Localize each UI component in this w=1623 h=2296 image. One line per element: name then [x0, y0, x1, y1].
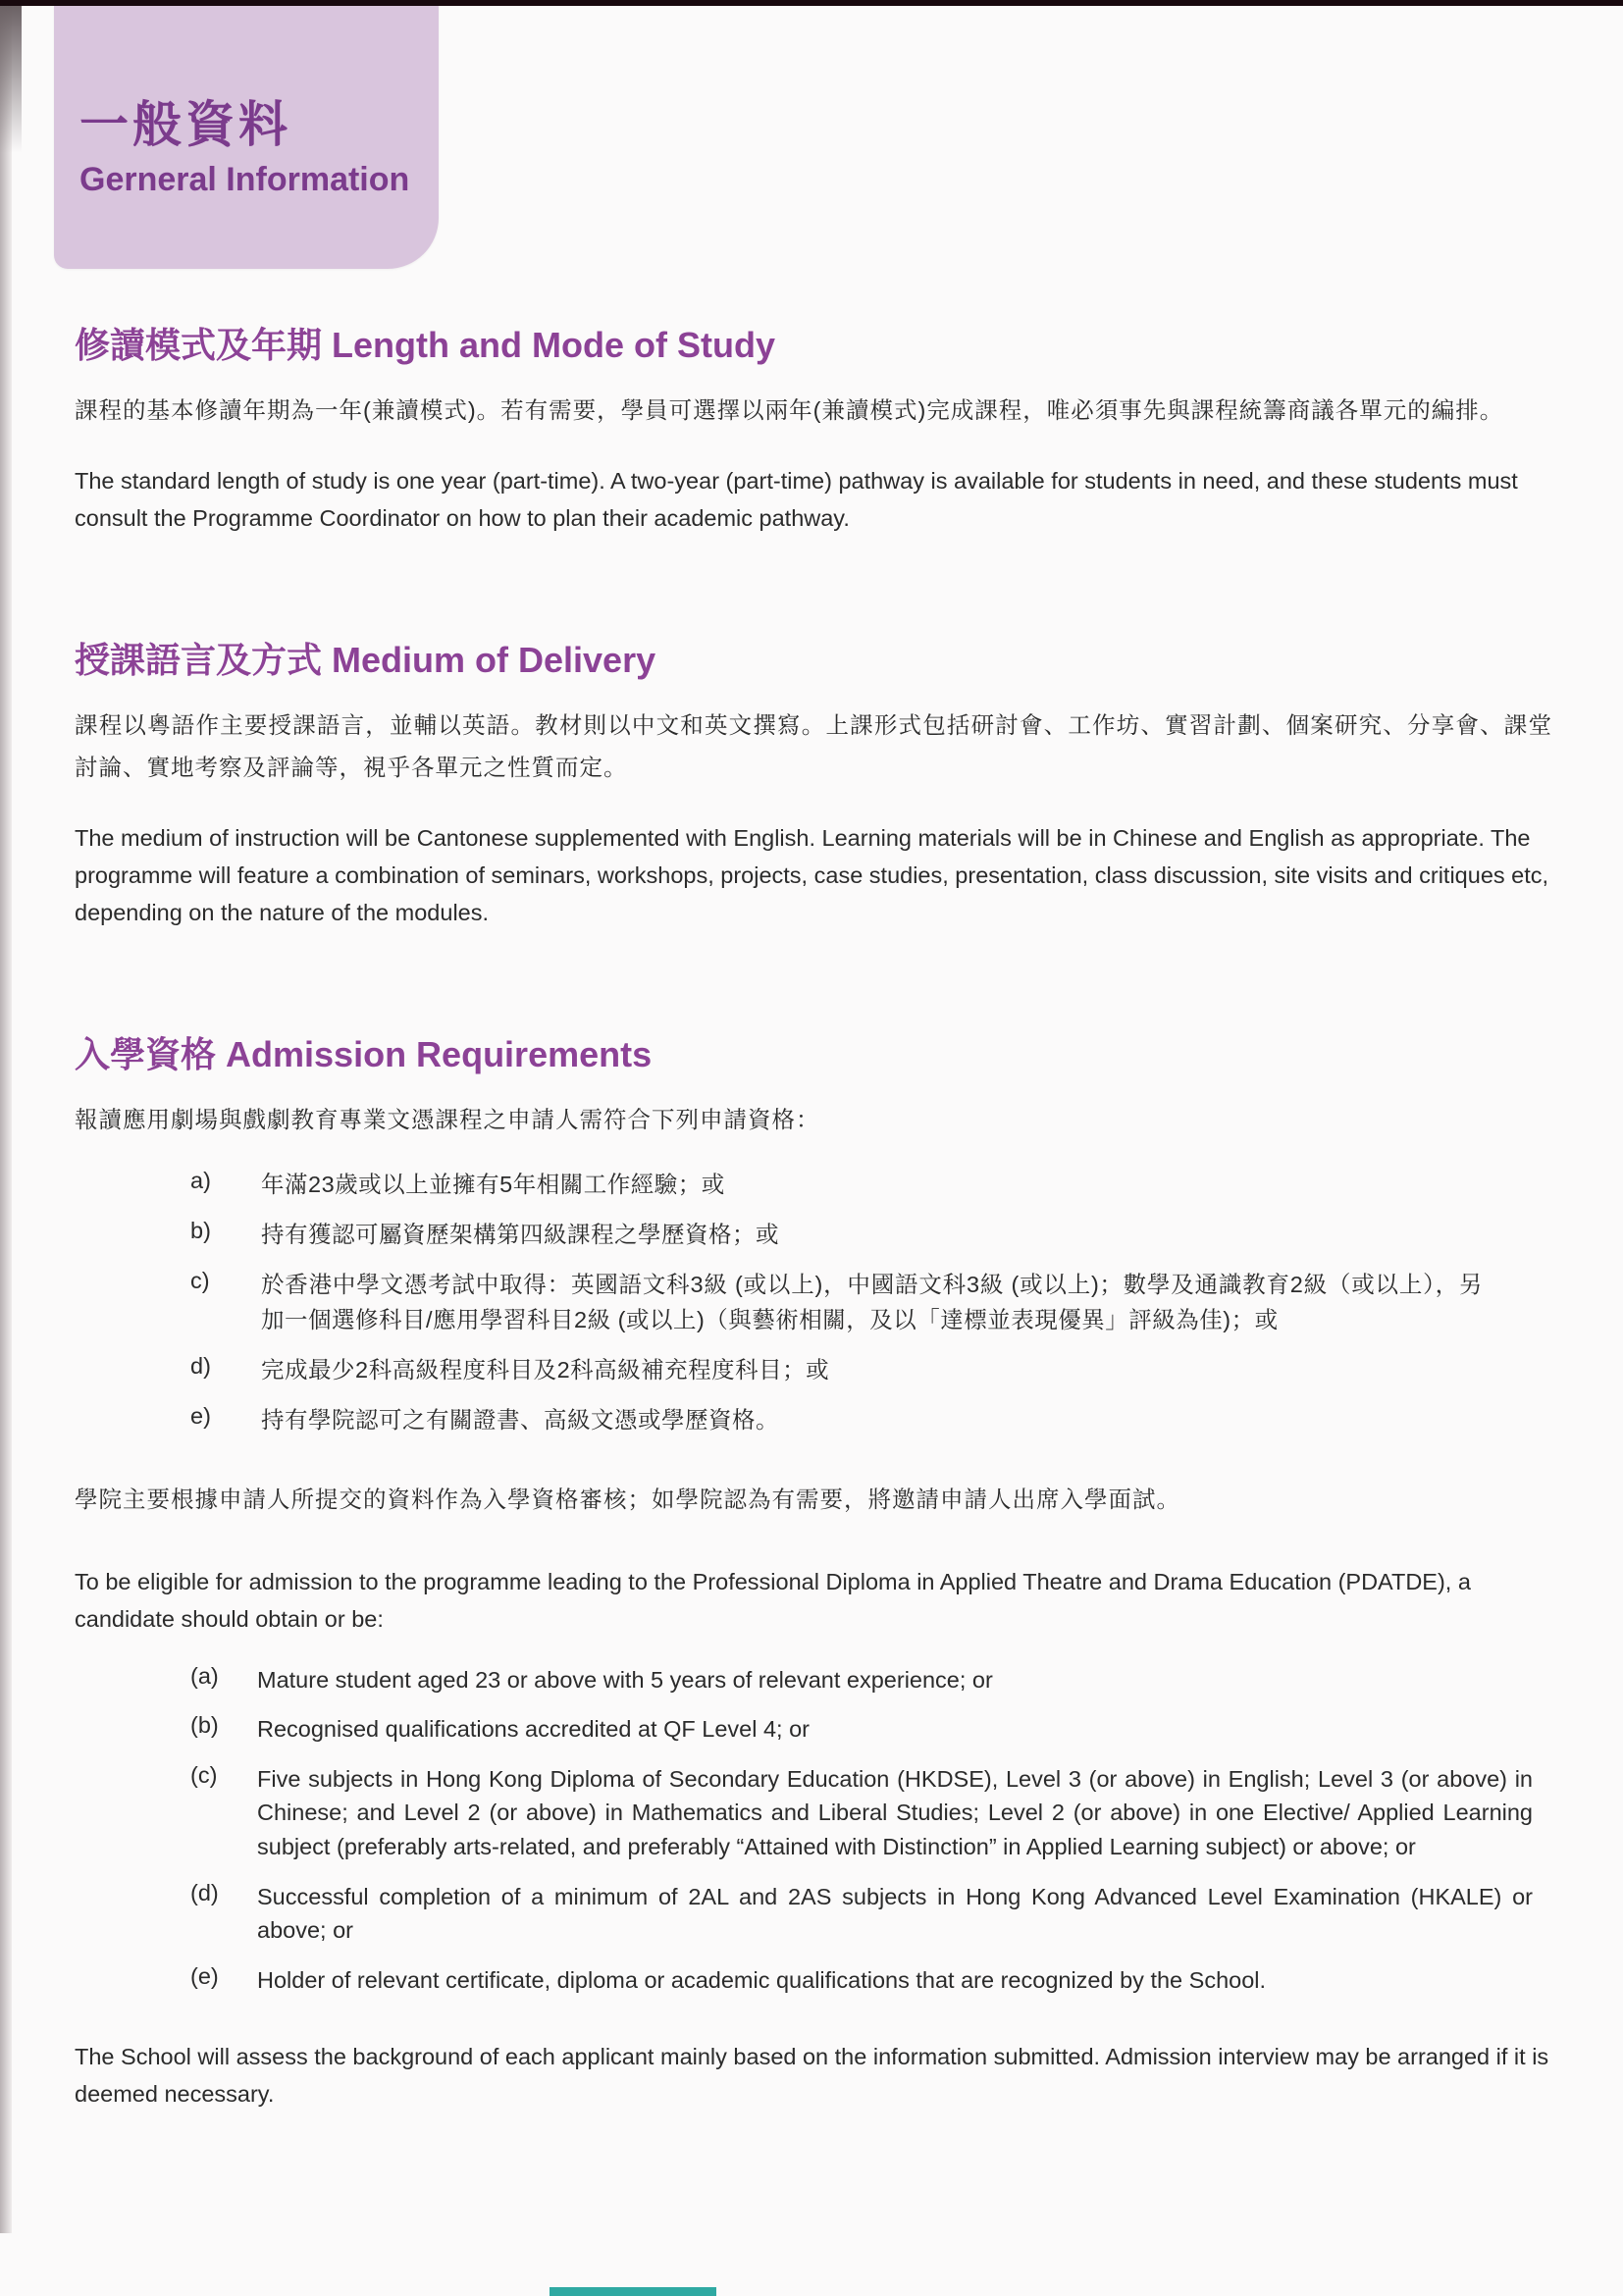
- list-item-label: b): [190, 1218, 211, 1243]
- list-item-text: Recognised qualifications accredited at QF Level 4; or: [257, 1716, 811, 1743]
- section-heading-zh: 授課語言及方式: [75, 639, 323, 680]
- admission-note-chinese: 學院主要根據申請人所提交的資料作為入學資格審核；如學院認為有需要，將邀請申請人出席入學面試。: [75, 1487, 1180, 1513]
- page-title-chinese: 一般資料: [79, 97, 291, 152]
- list-item-label: c): [190, 1268, 210, 1294]
- list-item: [190, 1403, 1552, 1437]
- list-item: [190, 1663, 1552, 1697]
- list-item: [190, 1268, 1552, 1337]
- list-item-text: Successful completion of a minimum of 2AL and 2AS subjects in Hong Kong Advanced Level Examination (HKALE) or above; or: [257, 1883, 1533, 1944]
- section-heading-zh: 修讀模式及年期: [75, 325, 323, 365]
- list-item-text: 持有獲認可屬資歷架構第四級課程之學歷資格；或: [261, 1222, 779, 1247]
- section-heading-en: Admission Requirements: [226, 1034, 653, 1075]
- list-item-text: 年滿23歲或以上並擁有5年相關工作經驗；或: [261, 1171, 725, 1197]
- section-heading: [75, 639, 1552, 681]
- admission-intro-chinese: 報讀應用劇場與戲劇教育專業文憑課程之申請人需符合下列申請資格：: [75, 1107, 820, 1133]
- admission-requirements-list-english: [190, 1663, 1552, 1997]
- paragraph-chinese: 課程的基本修讀年期為一年(兼讀模式)。若有需要，學員可選擇以兩年(兼讀模式)完成課程，唯必須事先與課程統籌商議各單元的編排。: [75, 397, 1504, 424]
- section-heading-en: Medium of Delivery: [332, 639, 656, 680]
- list-item-text: 完成最少2科高級程度科目及2科高級補充程度科目；或: [261, 1356, 830, 1383]
- list-item-label: (d): [190, 1879, 219, 1905]
- section-length-and-mode-of-study: [75, 324, 1552, 537]
- list-item-label: (e): [190, 1962, 219, 1989]
- list-item: [190, 1712, 1552, 1747]
- section-heading-zh: 入學資格: [75, 1034, 217, 1075]
- admission-requirements-list-chinese: [190, 1168, 1552, 1438]
- bottom-teal-strip: [550, 2287, 716, 2296]
- section-admission-requirements: [75, 1033, 1552, 2113]
- section-heading: [75, 324, 1552, 366]
- list-item-label: a): [190, 1167, 211, 1193]
- section-heading: [75, 1033, 1552, 1075]
- section-medium-of-delivery: [75, 639, 1552, 931]
- paragraph-english: The standard length of study is one year (part-time). A two-year (part-time) pathway is available for students in need, and these students must consult the Programme Coordinator on how to plan their academic pathway.: [75, 467, 1518, 531]
- paragraph-english: The medium of instruction will be Cantonese supplemented with English. Learning materials will be in Chinese and English as appropriate. The programme will feature a combination of seminars, workshops, projects, case studies, presentation, class discussion, site visits and critiques etc, depending on the nature of the modules.: [75, 824, 1549, 926]
- list-item-label: (b): [190, 1712, 219, 1739]
- list-item: [190, 1762, 1552, 1864]
- paragraph-chinese: 課程以粵語作主要授課語言，並輔以英語。教材則以中文和英文撰寫。上課形式包括研討會、工作坊、實習計劃、個案研究、分享會、課堂討論、實地考察及評論等，視乎各單元之性質而定。: [75, 711, 1552, 781]
- list-item: [190, 1218, 1552, 1252]
- list-item: [190, 1168, 1552, 1202]
- page-title-english: Gerneral Information: [79, 161, 410, 198]
- list-item-label: (c): [190, 1761, 218, 1788]
- list-item: [190, 1353, 1552, 1387]
- list-item-label: e): [190, 1403, 211, 1429]
- list-item-text: Mature student aged 23 or above with 5 years of relevant experience; or: [257, 1666, 993, 1693]
- admission-note-english: The School will assess the background of each applicant mainly based on the information submitted. Admission interview may be arranged if it is deemed necessary.: [75, 2044, 1549, 2108]
- section-heading-en: Length and Mode of Study: [332, 325, 775, 365]
- list-item-label: (a): [190, 1662, 219, 1689]
- list-item: [190, 1963, 1552, 1998]
- list-item-text: Five subjects in Hong Kong Diploma of Secondary Education (HKDSE), Level 3 (or above) in English; Level 3 (or above) in Chinese; and Level 2 (or above) in Mathematics and Liberal Studies; Level 2 (or above) in one Elective/ Applied Learning subject (preferably arts-related, and preferably “Attained with Distinction” in Applied Learning subject) or above; or: [257, 1765, 1533, 1859]
- admission-intro-english: To be eligible for admission to the programme leading to the Professional Diploma in Applied Theatre and Drama Education (PDATDE), a candidate should obtain or be:: [75, 1568, 1471, 1632]
- list-item-label: d): [190, 1352, 211, 1379]
- list-item-text: Holder of relevant certificate, diploma or academic qualifications that are recognized by the School.: [257, 1966, 1267, 1993]
- list-item-text: 於香港中學文憑考試中取得：英國語文科3級 (或以上)，中國語文科3級 (或以上)；數學及通識教育2級（或以上），另加一個選修科目/應用學習科目2級 (或以上)（與藝術相關，及以「達標並表現優異」評級為佳)；或: [261, 1272, 1483, 1332]
- list-item: [190, 1880, 1552, 1948]
- list-item-text: 持有學院認可之有關證書、高級文憑或學歷資格。: [261, 1407, 779, 1433]
